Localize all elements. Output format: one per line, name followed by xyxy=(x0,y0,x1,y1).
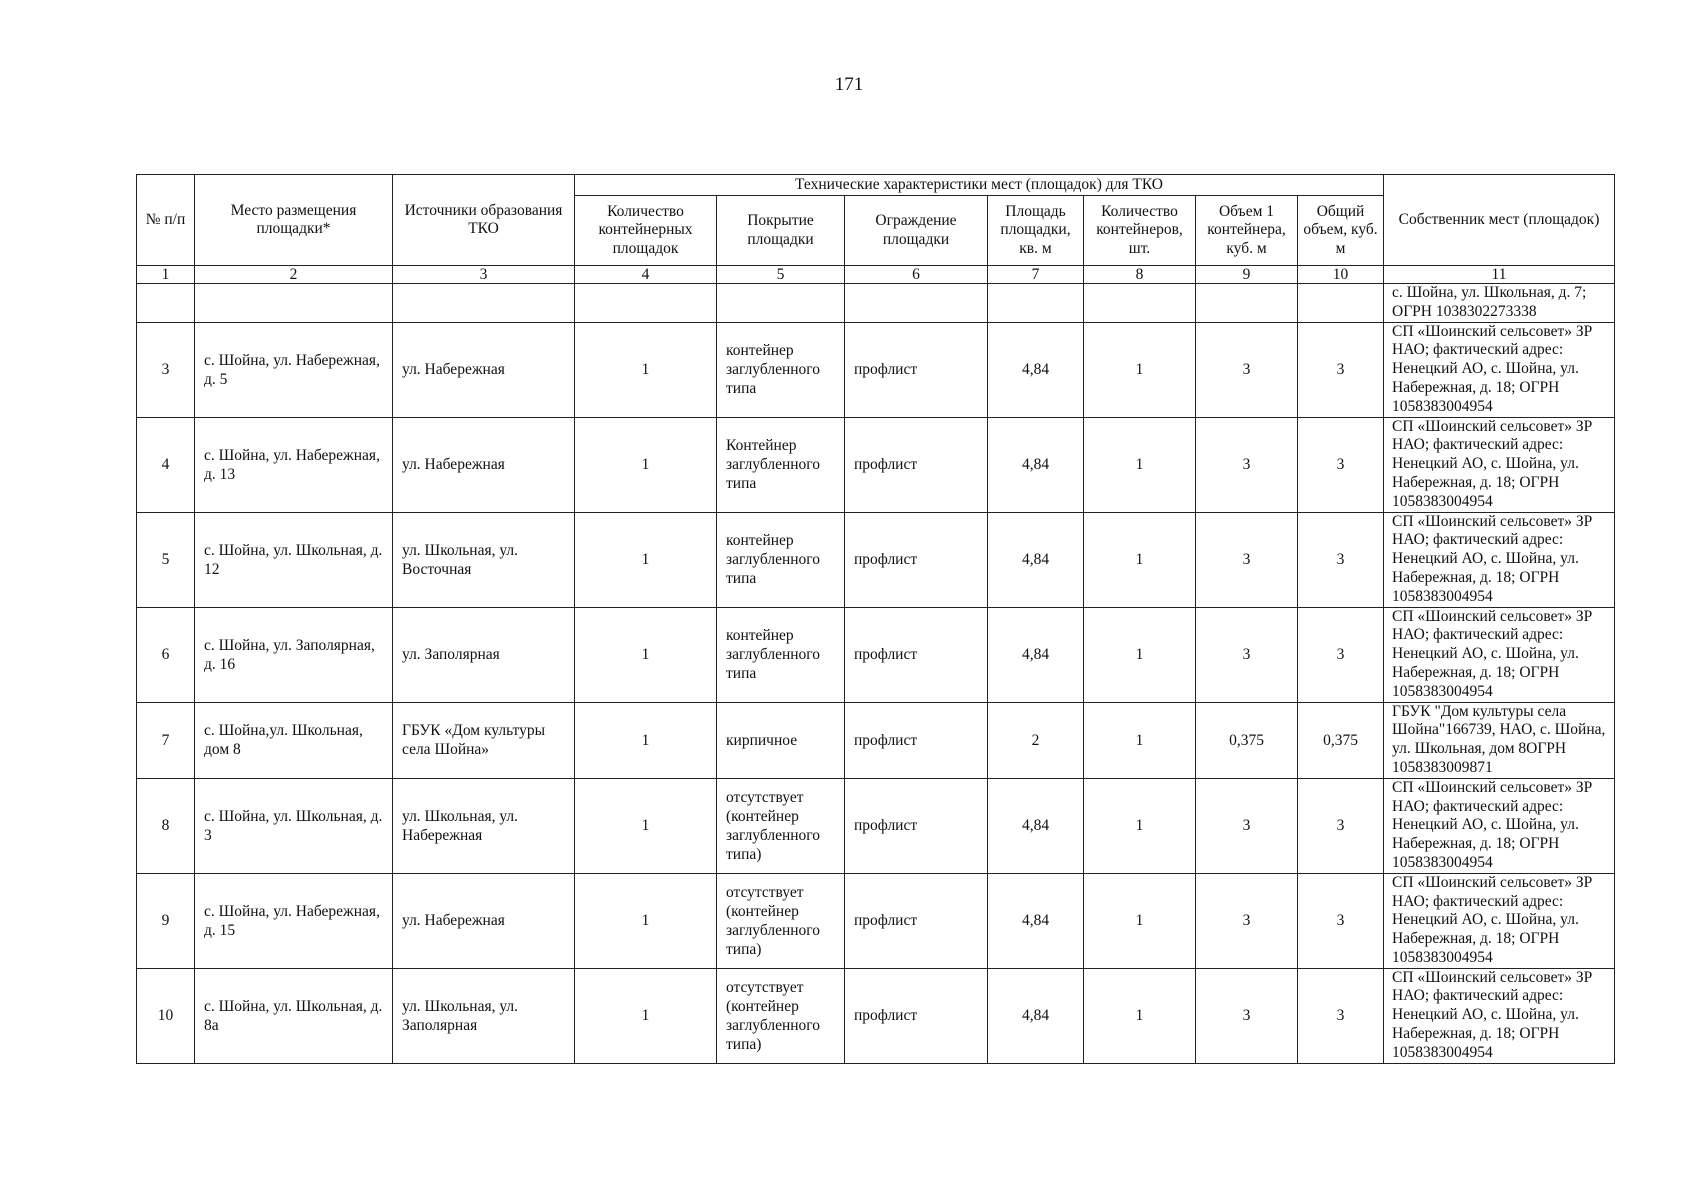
place-cell: с. Шойна, ул. Набережная, д. 13 xyxy=(195,417,393,512)
column-number: 5 xyxy=(717,266,845,284)
place-cell: с. Шойна, ул. Школьная, д. 8а xyxy=(195,968,393,1063)
total-volume-cell: 3 xyxy=(1298,968,1384,1063)
source-cell: ГБУК «Дом культуры села Шойна» xyxy=(393,702,575,778)
area-cell: 4,84 xyxy=(988,322,1084,417)
container-volume-cell: 3 xyxy=(1196,873,1298,968)
place-cell: с. Шойна, ул. Заполярная, д. 16 xyxy=(195,607,393,702)
table-header xyxy=(137,175,1615,284)
container-volume-cell: 3 xyxy=(1196,512,1298,607)
area-cell: 4,84 xyxy=(988,778,1084,873)
owner-cell: ГБУК "Дом культуры села Шойна"166739, НАО, с. Шойна, ул. Школьная, дом 8ОГРН 1058383009871 xyxy=(1384,702,1615,778)
cover-cell: Контейнер заглубленного типа xyxy=(717,417,845,512)
header-owner: Собственник мест (площадок) xyxy=(1384,175,1615,266)
container-count-cell: 1 xyxy=(1084,512,1196,607)
header-container-volume: Объем 1 контейнера, куб. м xyxy=(1196,196,1298,266)
container-count-cell: 1 xyxy=(1084,873,1196,968)
source-cell: ул. Заполярная xyxy=(393,607,575,702)
total-volume-cell: 0,375 xyxy=(1298,702,1384,778)
header-site-count: Количество контейнерных площадок xyxy=(575,196,717,266)
header-number: № п/п xyxy=(137,175,195,266)
column-number: 7 xyxy=(988,266,1084,284)
source-cell: ул. Набережная xyxy=(393,873,575,968)
fence-cell: профлист xyxy=(845,607,988,702)
column-number: 6 xyxy=(845,266,988,284)
area-cell: 2 xyxy=(988,702,1084,778)
table-row xyxy=(137,512,1615,607)
column-number: 3 xyxy=(393,266,575,284)
area-cell: 4,84 xyxy=(988,512,1084,607)
container-volume-cell: 0,375 xyxy=(1196,702,1298,778)
total-volume-cell: 3 xyxy=(1298,512,1384,607)
row-number-cell: 3 xyxy=(137,322,195,417)
cover-cell: кирпичное xyxy=(717,702,845,778)
total-volume-cell: 3 xyxy=(1298,322,1384,417)
column-number: 8 xyxy=(1084,266,1196,284)
container-volume-cell: 3 xyxy=(1196,778,1298,873)
total-volume-cell: 3 xyxy=(1298,873,1384,968)
table-row xyxy=(137,873,1615,968)
column-number: 4 xyxy=(575,266,717,284)
cover-cell: отсутствует (контейнер заглубленного типа) xyxy=(717,968,845,1063)
cover-cell: контейнер заглубленного типа xyxy=(717,512,845,607)
cover-cell: контейнер заглубленного типа xyxy=(717,322,845,417)
container-volume-cell: 3 xyxy=(1196,417,1298,512)
place-cell: с. Шойна,ул. Школьная, дом 8 xyxy=(195,702,393,778)
place-cell: с. Шойна, ул. Школьная, д. 3 xyxy=(195,778,393,873)
place-cell: с. Шойна, ул. Набережная, д. 5 xyxy=(195,322,393,417)
source-cell: ул. Школьная, ул. Набережная xyxy=(393,778,575,873)
fence-cell: профлист xyxy=(845,968,988,1063)
container-count-cell: 1 xyxy=(1084,778,1196,873)
total-volume-cell: 3 xyxy=(1298,607,1384,702)
container-volume-cell: 3 xyxy=(1196,968,1298,1063)
area-cell: 4,84 xyxy=(988,968,1084,1063)
site-count-cell: 1 xyxy=(575,873,717,968)
column-number: 1 xyxy=(137,266,195,284)
header-technical-group: Технические характеристики мест (площадок) для ТКО xyxy=(575,175,1384,196)
table-row xyxy=(137,702,1615,778)
header-place: Место размещения площадки* xyxy=(195,175,393,266)
header-cover: Покрытие площадки xyxy=(717,196,845,266)
cover-cell: контейнер заглубленного типа xyxy=(717,607,845,702)
waste-sites-table xyxy=(136,174,1615,1064)
table-row xyxy=(137,607,1615,702)
owner-cell: с. Шойна, ул. Школьная, д. 7; ОГРН 1038302273338 xyxy=(1384,284,1615,323)
fence-cell: профлист xyxy=(845,702,988,778)
area-cell: 4,84 xyxy=(988,417,1084,512)
total-volume-cell: 3 xyxy=(1298,417,1384,512)
table-body xyxy=(137,284,1615,1064)
header-area: Площадь площадки, кв. м xyxy=(988,196,1084,266)
owner-cell: СП «Шоинский сельсовет» ЗР НАО; фактический адрес: Ненецкий АО, с. Шойна, ул. Набережная, д. 18; ОГРН 1058383004954 xyxy=(1384,417,1615,512)
row-number-cell: 4 xyxy=(137,417,195,512)
fence-cell: профлист xyxy=(845,873,988,968)
table-row xyxy=(137,968,1615,1063)
fence-cell: профлист xyxy=(845,417,988,512)
place-cell: с. Шойна, ул. Набережная, д. 15 xyxy=(195,873,393,968)
fence-cell: профлист xyxy=(845,322,988,417)
container-count-cell: 1 xyxy=(1084,417,1196,512)
owner-cell: СП «Шоинский сельсовет» ЗР НАО; фактический адрес: Ненецкий АО, с. Шойна, ул. Набережная, д. 18; ОГРН 1058383004954 xyxy=(1384,873,1615,968)
site-count-cell: 1 xyxy=(575,322,717,417)
container-count-cell: 1 xyxy=(1084,322,1196,417)
column-number-row xyxy=(137,266,1615,284)
source-cell: ул. Набережная xyxy=(393,417,575,512)
source-cell: ул. Набережная xyxy=(393,322,575,417)
source-cell: ул. Школьная, ул. Заполярная xyxy=(393,968,575,1063)
total-volume-cell: 3 xyxy=(1298,778,1384,873)
row-number-cell: 7 xyxy=(137,702,195,778)
place-cell: с. Шойна, ул. Школьная, д. 12 xyxy=(195,512,393,607)
area-cell: 4,84 xyxy=(988,873,1084,968)
column-number: 11 xyxy=(1384,266,1615,284)
table-row xyxy=(137,778,1615,873)
header-container-count: Количество контейнеров, шт. xyxy=(1084,196,1196,266)
row-number-cell: 10 xyxy=(137,968,195,1063)
site-count-cell: 1 xyxy=(575,417,717,512)
container-volume-cell: 3 xyxy=(1196,607,1298,702)
site-count-cell: 1 xyxy=(575,778,717,873)
column-number: 10 xyxy=(1298,266,1384,284)
fence-cell: профлист xyxy=(845,512,988,607)
owner-cell: СП «Шоинский сельсовет» ЗР НАО; фактический адрес: Ненецкий АО, с. Шойна, ул. Набережная, д. 18; ОГРН 1058383004954 xyxy=(1384,322,1615,417)
site-count-cell: 1 xyxy=(575,607,717,702)
owner-cell: СП «Шоинский сельсовет» ЗР НАО; фактический адрес: Ненецкий АО, с. Шойна, ул. Набережная, д. 18; ОГРН 1058383004954 xyxy=(1384,778,1615,873)
owner-cell: СП «Шоинский сельсовет» ЗР НАО; фактический адрес: Ненецкий АО, с. Шойна, ул. Набережная, д. 18; ОГРН 1058383004954 xyxy=(1384,512,1615,607)
container-count-cell: 1 xyxy=(1084,607,1196,702)
column-number: 2 xyxy=(195,266,393,284)
row-number-cell: 5 xyxy=(137,512,195,607)
area-cell: 4,84 xyxy=(988,607,1084,702)
table-row xyxy=(137,322,1615,417)
table-row xyxy=(137,417,1615,512)
header-total-volume: Общий объем, куб. м xyxy=(1298,196,1384,266)
header-source: Источники образования ТКО xyxy=(393,175,575,266)
owner-cell: СП «Шоинский сельсовет» ЗР НАО; фактический адрес: Ненецкий АО, с. Шойна, ул. Набережная, д. 18; ОГРН 1058383004954 xyxy=(1384,968,1615,1063)
header-fence: Ограждение площадки xyxy=(845,196,988,266)
continuation-row xyxy=(137,284,1615,323)
owner-cell: СП «Шоинский сельсовет» ЗР НАО; фактический адрес: Ненецкий АО, с. Шойна, ул. Набережная, д. 18; ОГРН 1058383004954 xyxy=(1384,607,1615,702)
row-number-cell: 9 xyxy=(137,873,195,968)
cover-cell: отсутствует (контейнер заглубленного типа) xyxy=(717,873,845,968)
container-volume-cell: 3 xyxy=(1196,322,1298,417)
row-number-cell: 6 xyxy=(137,607,195,702)
source-cell: ул. Школьная, ул. Восточная xyxy=(393,512,575,607)
row-number-cell: 8 xyxy=(137,778,195,873)
site-count-cell: 1 xyxy=(575,512,717,607)
container-count-cell: 1 xyxy=(1084,702,1196,778)
site-count-cell: 1 xyxy=(575,702,717,778)
cover-cell: отсутствует (контейнер заглубленного типа) xyxy=(717,778,845,873)
container-count-cell: 1 xyxy=(1084,968,1196,1063)
column-number: 9 xyxy=(1196,266,1298,284)
page-number: 171 xyxy=(834,74,864,95)
site-count-cell: 1 xyxy=(575,968,717,1063)
fence-cell: профлист xyxy=(845,778,988,873)
